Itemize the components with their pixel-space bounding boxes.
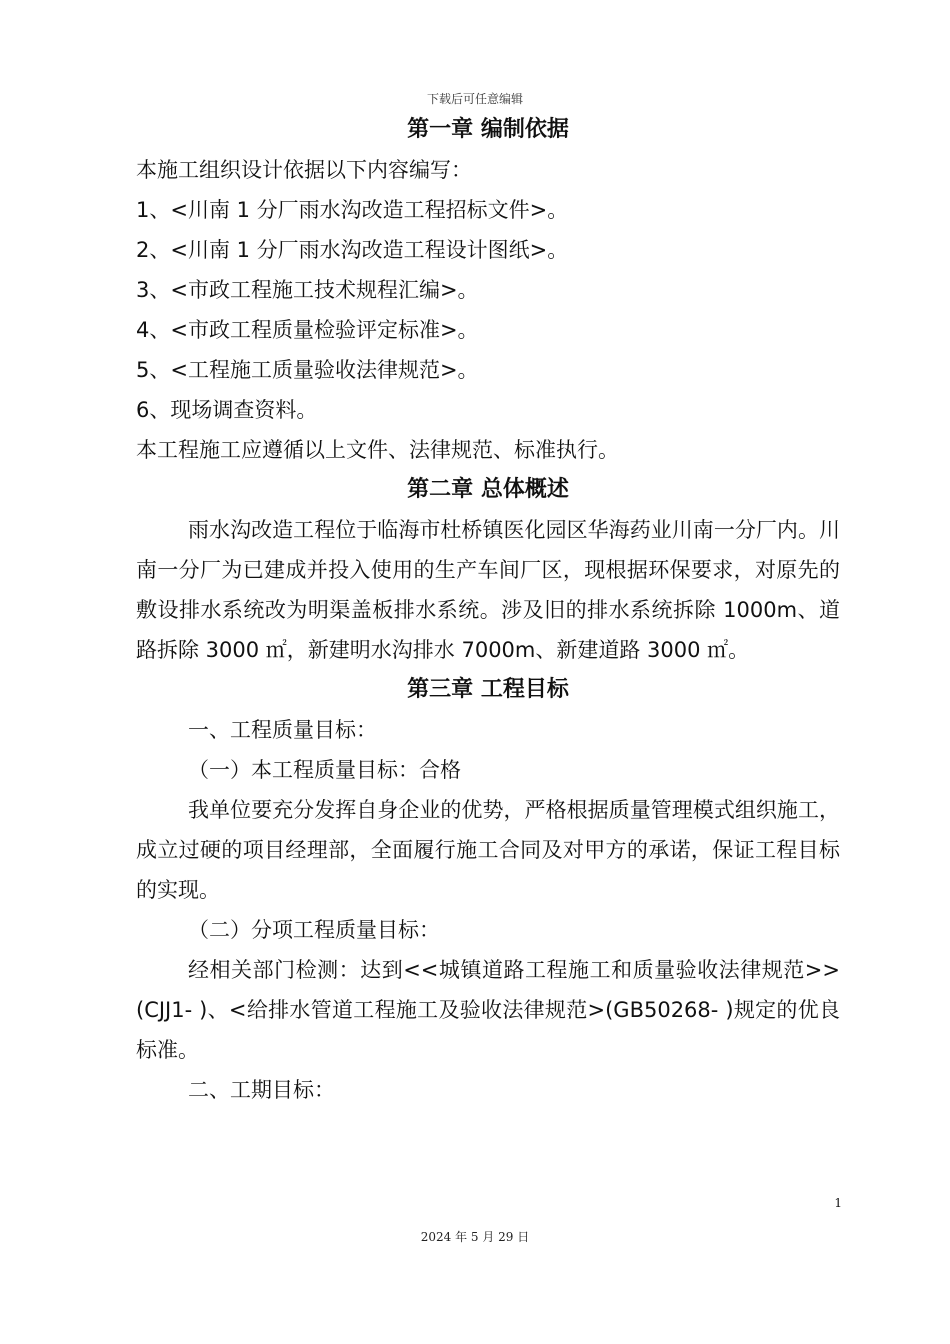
basis-item: 4、<市政工程质量检验评定标准>。 [136, 318, 479, 342]
quality-goal-heading: 一、工程质量目标： [188, 718, 377, 742]
quality-goal-sub1: （一）本工程质量目标：合格 [188, 758, 461, 782]
page-number: 1 [834, 1196, 842, 1210]
page-header: 下载后可任意编辑 [426, 92, 523, 106]
quality-goal-sub2-body: 经相关部门检测：达到<<城镇道路工程施工和质量验收法律规范>>(CJJ1- )、<给排水管道工程施工及验收法律规范>(GB50268- )规定的优良标准。 [136, 958, 840, 1062]
chapter2-body: 雨水沟改造工程位于临海市杜桥镇医化园区华海药业川南一分厂内。川南一分厂为已建成并投入使用的生产车间厂区，现根据环保要求，对原先的敷设排水系统改为明渠盖板排水系统。涉及旧的排水系统拆除 1000m、道路拆除 3000 ㎡，新建明水沟排水 7000m、新建道路 3000 ㎡。 [136, 518, 840, 662]
quality-goal-sub1-body: 我单位要充分发挥自身企业的优势，严格根据质量管理模式组织施工，成立过硬的项目经理部，全面履行施工合同及对甲方的承诺，保证工程目标的实现。 [136, 798, 840, 902]
basis-item: 3、<市政工程施工技术规程汇编>。 [136, 278, 479, 302]
chapter1-closing: 本工程施工应遵循以上文件、法律规范、标准执行。 [136, 438, 619, 462]
chapter3-title: 第三章 工程目标 [407, 677, 569, 702]
quality-goal-sub2: （二）分项工程质量目标： [188, 918, 440, 942]
chapter1-intro: 本施工组织设计依据以下内容编写： [136, 158, 472, 182]
basis-item: 6、现场调查资料。 [136, 398, 318, 422]
basis-item: 2、<川南 1 分厂雨水沟改造工程设计图纸>。 [136, 238, 569, 262]
document-body [136, 110, 840, 1110]
basis-item: 5、<工程施工质量验收法律规范>。 [136, 358, 479, 382]
page-footer-date: 2024 年 5 月 29 日 [420, 1230, 530, 1244]
schedule-goal-heading: 二、工期目标： [188, 1078, 335, 1102]
chapter1-title: 第一章 编制依据 [407, 117, 569, 142]
chapter2-title: 第二章 总体概述 [407, 477, 569, 502]
basis-item: 1、<川南 1 分厂雨水沟改造工程招标文件>。 [136, 198, 569, 222]
